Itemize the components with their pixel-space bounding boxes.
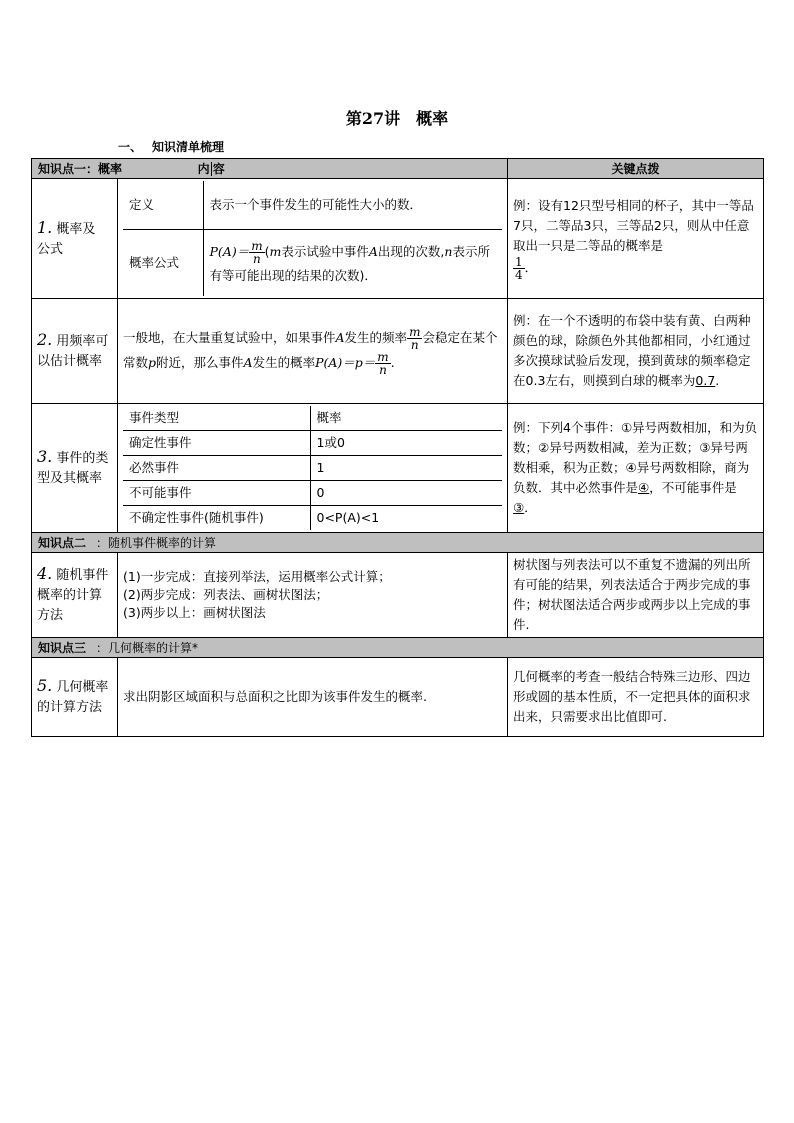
probability-cell: 0<P(A)<1 bbox=[316, 510, 380, 525]
formula-text-3: 出现的次数, bbox=[377, 243, 445, 259]
event-type-cell: 不确定性事件(随机事件) bbox=[123, 506, 310, 531]
row2-frac2-denominator: n bbox=[375, 363, 390, 376]
event-type-cell: 必然事件 bbox=[123, 456, 310, 481]
formula-numerator: m bbox=[251, 238, 263, 253]
probability-cell: 1 bbox=[310, 456, 502, 481]
row4-number: 4. bbox=[37, 564, 53, 583]
knowledge-point-2-header bbox=[32, 533, 764, 553]
section-number: 一、 bbox=[118, 140, 143, 154]
event-type-cell: 不可能事件 bbox=[123, 481, 310, 506]
row-frequency bbox=[32, 299, 764, 404]
row4-line: (3)两步以上：画树状图法 bbox=[123, 605, 266, 620]
row4-label bbox=[32, 553, 118, 638]
row3-tip-end: ． bbox=[524, 500, 537, 515]
row4-content bbox=[118, 553, 508, 638]
formula-var-A: A bbox=[368, 243, 378, 259]
knowledge-point-3-label: 知识点三 bbox=[38, 640, 87, 655]
row4-tip: 树状图与列表法可以不重复不遗漏的列出所有可能的结果，列表法适合于两步完成的事件；树状图法适合两步或两步以上完成的事件. bbox=[508, 553, 764, 638]
header-row-1 bbox=[32, 159, 764, 179]
formula-var-n: n bbox=[444, 243, 453, 259]
knowledge-table bbox=[31, 158, 764, 737]
row2-var-p: p bbox=[148, 355, 157, 370]
row1-answer-denominator: 4 bbox=[515, 268, 523, 282]
formula-denominator: n bbox=[249, 252, 264, 265]
page-title bbox=[0, 106, 794, 129]
lecture-number: 第27讲 bbox=[345, 109, 401, 128]
row2-text-b: 发生的频率 bbox=[344, 330, 408, 345]
row5-number: 5. bbox=[37, 676, 53, 695]
definition-text: 表示一个事件发生的可能性大小的数． bbox=[203, 181, 502, 230]
row2-text-a: 一般地，在大量重复试验中，如果事件 bbox=[123, 330, 336, 345]
row3-tip-answer2: ③ bbox=[513, 500, 525, 515]
knowledge-point-3-header bbox=[32, 638, 764, 658]
row1-answer-numerator: 1 bbox=[515, 255, 523, 269]
row2-tip-text: 例：在一个不透明的布袋中装有黄、白两种颜色的球，除颜色外其他都相同，小红通过多次摸球试验后发现，摸到黄球的频率稳定在0.3左右，则摸到白球的概率为 bbox=[513, 313, 751, 388]
row1-label-text1: 概率及 bbox=[56, 221, 96, 237]
formula-text-2: 表示试验中事件 bbox=[281, 243, 369, 259]
row5-content: 求出阴影区域面积与总面积之比即为该事件发生的概率. bbox=[118, 658, 508, 737]
row3-tip-mid: ，不可能事件是 bbox=[649, 480, 737, 495]
row3-label-text: 事件的类型及其概率 bbox=[37, 451, 109, 486]
row2-tip-end: . bbox=[715, 373, 720, 388]
knowledge-point-2-title: ：随机事件概率的计算 bbox=[96, 535, 217, 550]
row2-equation: P(A)＝p＝ bbox=[315, 355, 376, 370]
event-type-row bbox=[123, 506, 502, 531]
row2-var-A1: A bbox=[335, 330, 345, 345]
row2-content bbox=[118, 299, 508, 404]
formula-lhs: P(A)＝ bbox=[209, 243, 250, 259]
row1-inner-table bbox=[123, 181, 502, 296]
row-geometric-probability bbox=[32, 658, 764, 737]
row1-tip-text: 例：设有12只型号相同的杯子，其中一等品7只，二等品3只，三等品2只，则从中任意取出一只是二等品的概率是 bbox=[513, 198, 754, 253]
row2-var-A2: A bbox=[243, 355, 253, 370]
event-type-row bbox=[123, 456, 502, 481]
definition-label: 定义 bbox=[123, 181, 203, 230]
row2-frac-numerator: m bbox=[409, 325, 421, 339]
event-type-table bbox=[123, 406, 502, 530]
formula-label: 概率公式 bbox=[123, 230, 203, 297]
row2-text-e: 发生的概率 bbox=[252, 355, 316, 370]
row2-frequency-fraction bbox=[407, 326, 422, 351]
formula-paren: ( bbox=[264, 243, 270, 259]
probability-cell: 0 bbox=[310, 481, 502, 506]
formula-text-4: 表示所有等可能出现的结果的次数)． bbox=[209, 243, 490, 283]
event-type-header-row bbox=[123, 406, 502, 431]
header-row-2 bbox=[32, 533, 764, 553]
header-left bbox=[32, 159, 508, 179]
row1-label bbox=[32, 179, 118, 299]
probability-cell: 1或0 bbox=[310, 431, 502, 456]
row1-content bbox=[118, 179, 508, 299]
knowledge-point-2-label: 知识点二 bbox=[38, 535, 87, 550]
row2-label-text: 用频率可以估计概率 bbox=[37, 334, 109, 369]
row5-label bbox=[32, 658, 118, 737]
row4-line: (2)两步完成：列表法、画树状图法； bbox=[123, 587, 329, 602]
knowledge-point-3-title: ：几何概率的计算* bbox=[96, 640, 199, 655]
row1-number: 1. bbox=[37, 217, 53, 237]
row4-line: (1)一步完成：直接列举法，运用概率公式计算； bbox=[123, 569, 391, 584]
row5-label-text: 几何概率的计算方法 bbox=[37, 680, 109, 715]
row2-tip-answer: 0.7 bbox=[695, 373, 716, 388]
row2-probability-fraction bbox=[375, 351, 390, 376]
row2-frac2-numerator: m bbox=[377, 350, 389, 364]
row2-text-d: 附近，那么事件 bbox=[156, 355, 244, 370]
knowledge-point-1-label: 知识点一：概率 bbox=[38, 161, 123, 176]
event-type-row bbox=[123, 431, 502, 456]
row4-label-text: 随机事件概率的计算方法 bbox=[37, 568, 109, 623]
formula-fraction bbox=[249, 240, 264, 265]
formula-text bbox=[203, 230, 502, 297]
section-heading bbox=[118, 138, 224, 155]
row2-tip bbox=[508, 299, 764, 404]
row2-label bbox=[32, 299, 118, 404]
row2-text-c: 会稳定在某个常数 bbox=[123, 330, 498, 370]
row2-text-end: . bbox=[390, 355, 395, 370]
row1-tip-answer bbox=[513, 256, 525, 281]
row-event-types bbox=[32, 404, 764, 533]
row3-tip-text: 例：下列4个事件：①异号两数相加，和为负数；②异号两数相减，差为正数；③异号两数相乘，积为正数；④异号两数相除，商为负数．其中必然事件是 bbox=[513, 420, 758, 495]
row-random-event-calc bbox=[32, 553, 764, 638]
probability-header: 概率 bbox=[310, 406, 502, 431]
row3-tip bbox=[508, 404, 764, 533]
lecture-topic: 概率 bbox=[416, 109, 449, 128]
event-type-cell: 确定性事件 bbox=[123, 431, 310, 456]
formula-var-m: m bbox=[269, 243, 282, 259]
row1-label-text2: 公式 bbox=[37, 241, 64, 257]
content-header-char1: 内 bbox=[197, 161, 210, 176]
row-probability-formula bbox=[32, 179, 764, 299]
header-row-3 bbox=[32, 638, 764, 658]
event-type-row bbox=[123, 481, 502, 506]
row5-tip: 几何概率的考查一般结合特殊三边形、四边形或圆的基本性质，不一定把具体的面积求出来，只需要求出比值即可. bbox=[508, 658, 764, 737]
row3-tip-answer1: ④ bbox=[638, 480, 650, 495]
row3-number: 3. bbox=[37, 447, 53, 466]
row3-label bbox=[32, 404, 118, 533]
event-type-header: 事件类型 bbox=[123, 406, 310, 431]
row2-frac-denominator: n bbox=[407, 338, 422, 351]
content-header-char2: 容 bbox=[212, 161, 225, 176]
key-points-header: 关键点拨 bbox=[508, 159, 764, 179]
row3-content bbox=[118, 404, 508, 533]
row1-tip-end: ． bbox=[524, 260, 538, 275]
row2-number: 2. bbox=[37, 330, 53, 349]
row1-tip bbox=[508, 179, 764, 299]
section-title: 知识清单梳理 bbox=[152, 140, 225, 154]
